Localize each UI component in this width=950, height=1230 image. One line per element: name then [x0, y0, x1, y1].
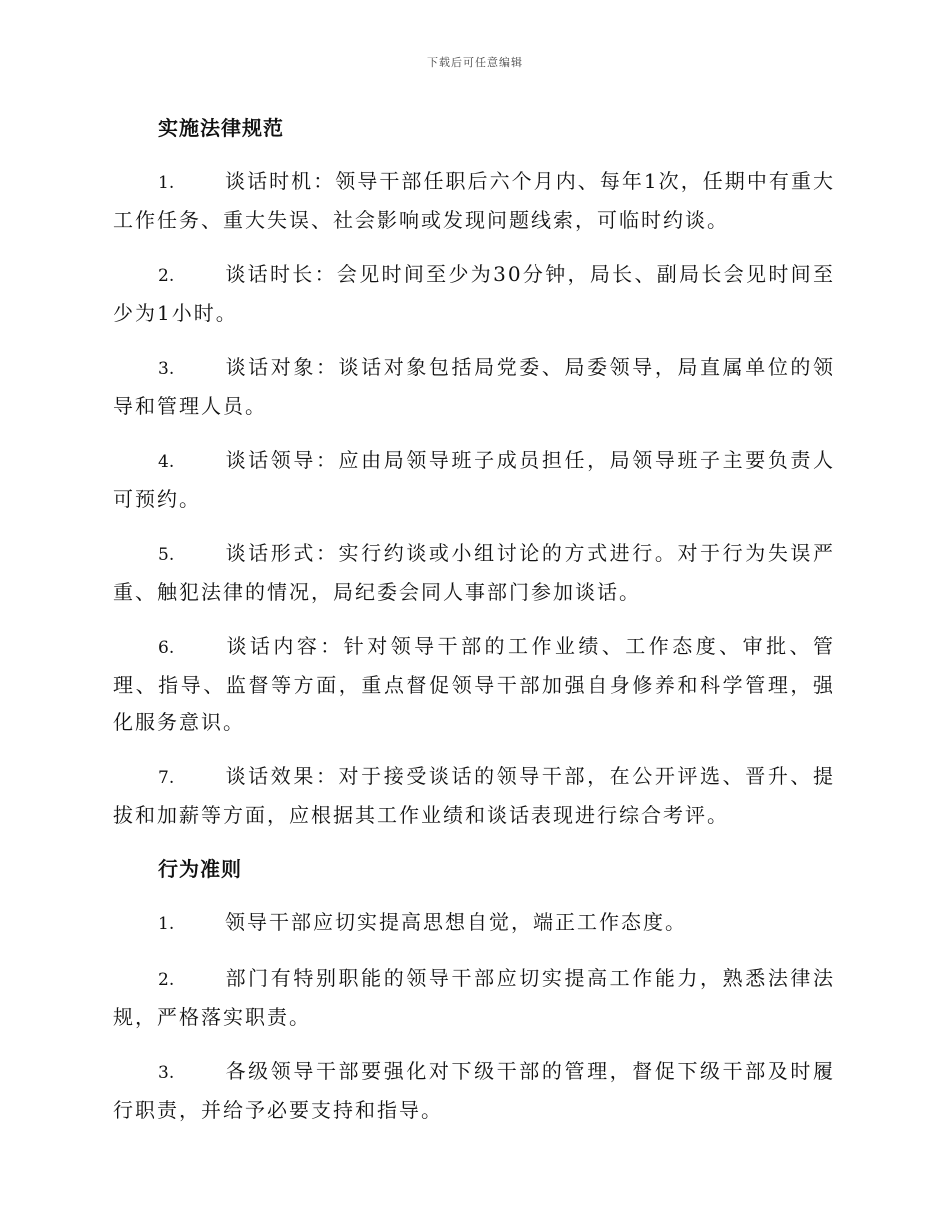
item-number: 4. — [158, 452, 175, 472]
header-note: 下载后可任意编辑 — [427, 56, 523, 69]
item-number: 6. — [158, 638, 175, 658]
item-number: 1. — [158, 173, 175, 193]
item-number: 2. — [158, 266, 175, 286]
item-text: 谈话领导：应由局领导班子成员担任，局领导班子主要负责人可预约。 — [113, 448, 835, 511]
section-title: 实施法律规范 — [158, 116, 284, 140]
document-body — [113, 110, 835, 1129]
item-number: 1. — [158, 914, 175, 934]
item-number: 3. — [158, 1063, 175, 1083]
item-text: 部门有特别职能的领导干部应切实提高工作能力，熟悉法律法规，严格落实职责。 — [113, 966, 835, 1029]
item-text: 谈话对象：谈话对象包括局党委、局委领导，局直属单位的领导和管理人员。 — [113, 355, 835, 418]
item-number: 7. — [158, 768, 175, 788]
section-title: 行为准则 — [158, 857, 242, 881]
item-text: 谈话内容：针对领导干部的工作业绩、工作态度、审批、管理、指导、监督等方面，重点督促领导干部加强自身修养和科学管理，强化服务意识。 — [113, 634, 835, 734]
list-item — [113, 349, 835, 425]
list-item — [113, 904, 835, 943]
list-item — [113, 442, 835, 518]
list-item — [113, 758, 835, 834]
item-text: 谈话时长：会见时间至少为30分钟，局长、副局长会见时间至少为1小时。 — [113, 262, 835, 325]
item-text: 谈话时机：领导干部任职后六个月内、每年1次，任期中有重大工作任务、重大失误、社会影响或发现问题线索，可临时约谈。 — [113, 169, 835, 232]
list-item — [113, 256, 835, 332]
list-item — [113, 960, 835, 1036]
item-text: 谈话形式：实行约谈或小组讨论的方式进行。对于行为失误严重、触犯法律的情况，局纪委会同人事部门参加谈话。 — [113, 541, 835, 604]
list-item — [113, 163, 835, 239]
item-text: 各级领导干部要强化对下级干部的管理，督促下级干部及时履行职责，并给予必要支持和指导。 — [113, 1059, 835, 1122]
item-text: 领导干部应切实提高思想自觉，端正工作态度。 — [225, 910, 687, 934]
list-item — [113, 1053, 835, 1129]
item-number: 5. — [158, 545, 175, 565]
item-text: 谈话效果：对于接受谈话的领导干部，在公开评选、晋升、提拔和加薪等方面，应根据其工作业绩和谈话表现进行综合考评。 — [113, 764, 835, 827]
item-number: 2. — [158, 970, 175, 990]
item-number: 3. — [158, 359, 175, 379]
list-item — [113, 535, 835, 611]
list-item — [113, 628, 835, 741]
